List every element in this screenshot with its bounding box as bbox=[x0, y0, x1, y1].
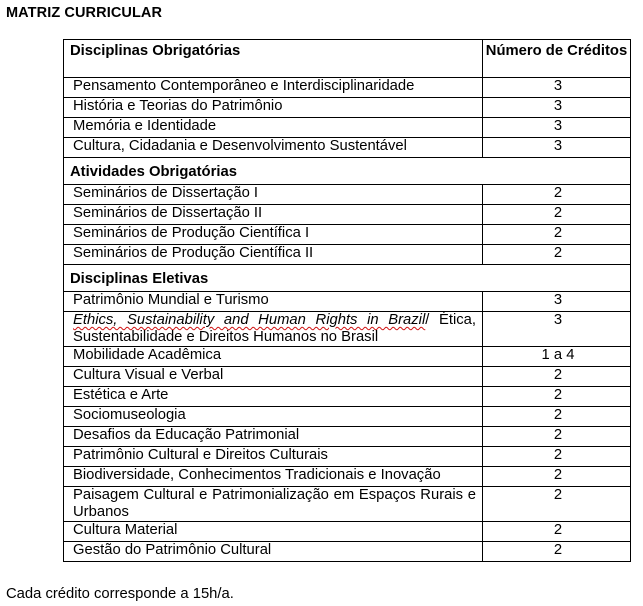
header-disciplines: Disciplinas Obrigatórias bbox=[64, 40, 483, 78]
credit-footnote: Cada crédito corresponde a 15h/a. bbox=[6, 586, 234, 602]
table-row bbox=[64, 78, 631, 98]
table-row bbox=[64, 292, 631, 312]
course-credits: 2 bbox=[483, 185, 631, 205]
course-name: Memória e Identidade bbox=[64, 118, 483, 138]
course-name-bilingual bbox=[64, 312, 483, 347]
course-name: Cultura, Cidadania e Desenvolvimento Sustentável bbox=[64, 138, 483, 158]
table-row bbox=[64, 487, 631, 522]
course-credits: 2 bbox=[483, 522, 631, 542]
section-electives-label: Disciplinas Eletivas bbox=[64, 265, 631, 292]
course-name-portuguese: / Ética, Sustentabilidade e Direitos Humanos no Brasil bbox=[73, 312, 477, 345]
course-name: Seminários de Produção Científica II bbox=[64, 245, 483, 265]
table-row bbox=[64, 542, 631, 562]
curriculum-table bbox=[63, 39, 631, 562]
table-row bbox=[64, 138, 631, 158]
course-name: Cultura Visual e Verbal bbox=[64, 367, 483, 387]
course-name: Pensamento Contemporâneo e Interdisciplinaridade bbox=[64, 78, 483, 98]
table-row bbox=[64, 387, 631, 407]
course-credits: 2 bbox=[483, 387, 631, 407]
table-row bbox=[64, 347, 631, 367]
course-name: Paisagem Cultural e Patrimonialização em Espaços Rurais e Urbanos bbox=[64, 487, 483, 522]
course-name: Seminários de Produção Científica I bbox=[64, 225, 483, 245]
table-row bbox=[64, 225, 631, 245]
course-name-english: Ethics, Sustainability and Human Rights in Brazil bbox=[73, 312, 426, 328]
course-credits: 2 bbox=[483, 427, 631, 447]
course-name: Mobilidade Acadêmica bbox=[64, 347, 483, 367]
course-credits: 2 bbox=[483, 245, 631, 265]
table-row bbox=[64, 467, 631, 487]
table-row bbox=[64, 367, 631, 387]
course-name: Cultura Material bbox=[64, 522, 483, 542]
course-credits: 3 bbox=[483, 118, 631, 138]
table-row bbox=[64, 522, 631, 542]
table-row bbox=[64, 407, 631, 427]
table-row bbox=[64, 245, 631, 265]
course-credits: 1 a 4 bbox=[483, 347, 631, 367]
course-name: Estética e Arte bbox=[64, 387, 483, 407]
course-name: Patrimônio Mundial e Turismo bbox=[64, 292, 483, 312]
course-name: Sociomuseologia bbox=[64, 407, 483, 427]
course-credits: 2 bbox=[483, 542, 631, 562]
course-name: Seminários de Dissertação I bbox=[64, 185, 483, 205]
course-name: Desafios da Educação Patrimonial bbox=[64, 427, 483, 447]
course-credits: 3 bbox=[483, 138, 631, 158]
table-row bbox=[64, 185, 631, 205]
table-header-row bbox=[64, 40, 631, 78]
section-header-row bbox=[64, 158, 631, 185]
course-name: Seminários de Dissertação II bbox=[64, 205, 483, 225]
table-row bbox=[64, 427, 631, 447]
table-row bbox=[64, 312, 631, 347]
table-row bbox=[64, 205, 631, 225]
course-credits: 2 bbox=[483, 367, 631, 387]
section-activities-label: Atividades Obrigatórias bbox=[64, 158, 631, 185]
course-name: Gestão do Patrimônio Cultural bbox=[64, 542, 483, 562]
course-credits: 2 bbox=[483, 447, 631, 467]
course-credits: 3 bbox=[483, 312, 631, 347]
course-credits: 3 bbox=[483, 292, 631, 312]
table-row bbox=[64, 118, 631, 138]
course-credits: 2 bbox=[483, 205, 631, 225]
course-credits: 2 bbox=[483, 467, 631, 487]
section-header-row bbox=[64, 265, 631, 292]
course-credits: 2 bbox=[483, 407, 631, 427]
header-credits: Número de Créditos bbox=[483, 40, 631, 78]
course-credits: 2 bbox=[483, 487, 631, 522]
course-name: História e Teorias do Patrimônio bbox=[64, 98, 483, 118]
table-row bbox=[64, 98, 631, 118]
course-name: Biodiversidade, Conhecimentos Tradicionais e Inovação bbox=[64, 467, 483, 487]
course-credits: 3 bbox=[483, 78, 631, 98]
course-name: Patrimônio Cultural e Direitos Culturais bbox=[64, 447, 483, 467]
table-row bbox=[64, 447, 631, 467]
page-title: MATRIZ CURRICULAR bbox=[6, 5, 163, 21]
course-credits: 3 bbox=[483, 98, 631, 118]
course-credits: 2 bbox=[483, 225, 631, 245]
